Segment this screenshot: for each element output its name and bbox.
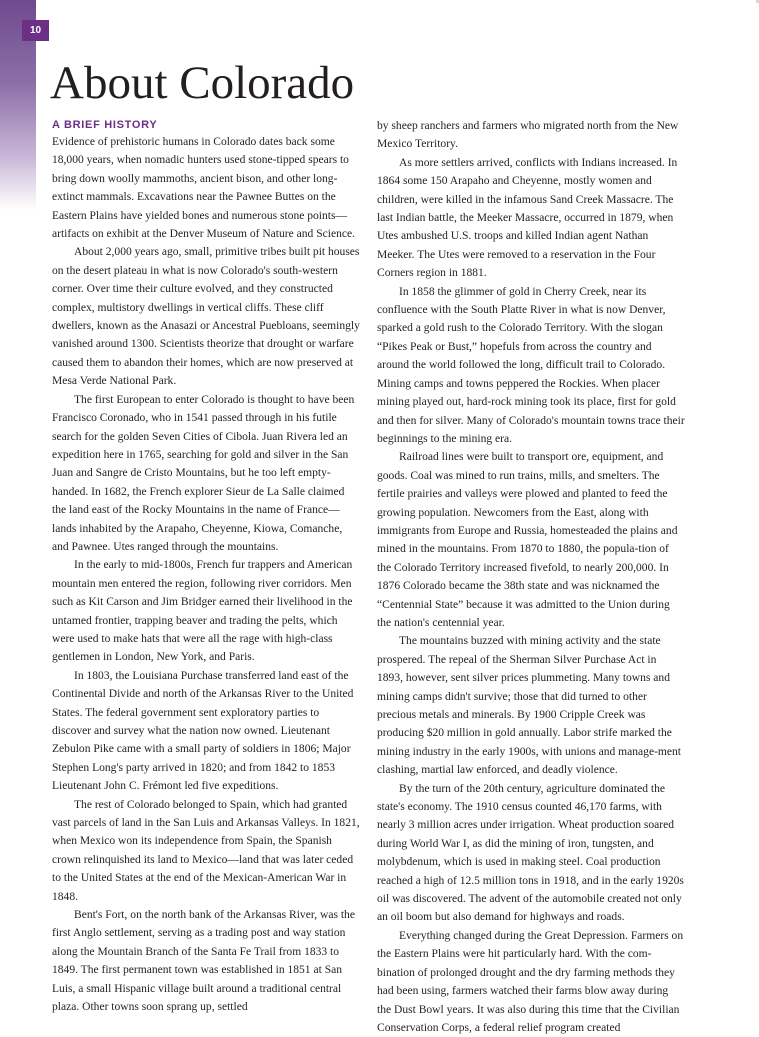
paragraph: About 2,000 years ago, small, primitive tribes built pit houses on the desert plateau in what is now Colorado's south-western corner. Over time their culture evolved, and they constructed complex, multistory dwellings in vertical cliffs. These cliff dwellers, known as the Anasazi or Ancestral Puebloans, seemingly vanished around 1300. Scientists theorize that drought or warfare caused them to abandon their homes, which are now preserved at Mesa Verde National Park. [52,246,360,388]
paragraph: In the early to mid-1800s, French fur trappers and American mountain men entered the region, following river corridors. Men such as Kit Carson and Jim Bridger earned their livelihood in the untamed frontier, trapping beaver and trading the pelts, which were used to make hats that were all the rage with high-class gentlemen in London, New York, and Paris. [52,559,353,664]
page-title: About Colorado [50,57,355,109]
paragraph: Railroad lines were built to transport ore, equipment, and goods. Coal was mined to run trains, mills, and smelters. The fertile prairies and valleys were plowed and planted to feed the growing population. Newcomers from the East, along with immigrants from Europe and Russia, homesteaded the plains and mined in the mountains. From 1870 to 1880, the popula-tion of the Colorado Territory increased fivefold, to nearly 200,000. In 1876 Colorado became the 38th state and was nicknamed the “Centennial State” because it was admitted to the Union during the nation's centennial year. [377,451,678,629]
paragraph-continued: by sheep ranchers and farmers who migrated north from the New Mexico Territory. [377,120,679,151]
left-column [52,117,360,1017]
section-heading: A BRIEF HISTORY [52,119,158,131]
page-number: 10 [22,20,49,41]
paragraph: In 1803, the Louisiana Purchase transferred land east of the Continental Divide and north of the Arkansas River to the United States. The federal government sent exploratory parties to discover and survey what the nation now owned. Lieutenant Zebulon Pike came with a small party of soldiers in 1806; Major Stephen Long's party arrived in 1820; and from 1842 to 1853 Lieutenant John C. Frémont led five expeditions. [52,669,354,793]
paragraph: By the turn of the 20th century, agriculture dominated the state's economy. The 1910 census counted 46,170 farms, with nearly 3 million acres under irrigation. Wheat production soared during World War I, as did the mining of iron, tungsten, and molybdenum, which is used in making steel. Coal production reached a high of 12.5 million tons in 1918, and in the early 1920s oil was discovered. The advent of the automobile created not only an oil boom but also demand for highways and roads. [377,782,684,924]
paragraph: Everything changed during the Great Depression. Farmers on the Eastern Plains were hit particularly hard. With the com-bination of prolonged drought and the dry farming methods they had been using, farmers watched their farms blow away during the Dust Bowl years. It was also during this time that the Civilian Conservation Corps, a federal relief program created [377,929,684,1034]
paragraph: As more settlers arrived, conflicts with Indians increased. In 1864 some 150 Arapaho and Cheyenne, mostly women and children, were killed in the infamous Sand Creek Massacre. The last Indian battle, the Meeker Massacre, occurred in 1879, when Utes ambushed U.S. troops and killed Indian agent Nathan Meeker. The Utes were removed to a reservation in the Four Corners region in 1881. [377,156,678,280]
paragraph: In 1858 the glimmer of gold in Cherry Creek, near its confluence with the South Platte River in what is now Denver, sparked a gold rush to the Colorado Territory. With the slogan “Pikes Peak or Bust,” hopefuls from across the country and around the world followed the long, difficult trail to Colorado. Mining camps and towns peppered the Rockies. When placer mining played out, hard-rock mining took its place, first for gold and then for silver. Many of Colorado's mountain towns trace their beginnings to the mining era. [377,285,685,445]
paragraph: Bent's Fort, on the north bank of the Arkansas River, was the first Anglo settlement, serving as a trading post and way station along the Mountain Branch of the Santa Fe Trail from 1833 to 1849. The first permanent town was established in 1851 at San Luis, a small Hispanic village built around a traditional central plaza. Other towns soon sprang up, settled [52,909,355,1014]
paragraph: Evidence of prehistoric humans in Colorado dates back some 18,000 years, when nomadic hunters used stone-tipped spears to bring down woolly mammoths, ancient bison, and other long-extinct mammals. Excavations near the Pawnee Buttes on the Eastern Plains have yielded bones and numerous stone points—artifacts on exhibit at the Denver Museum of Nature and Science. [52,136,355,241]
paragraph: The rest of Colorado belonged to Spain, which had granted vast parcels of land in the San Luis and Arkansas Valleys. In 1821, when Mexico won its independence from Spain, the Spanish crown relinquished its land to Mexico—land that was later ceded to the United States at the end of the Mexican-American War in 1848. [52,798,360,903]
right-column [377,117,685,1037]
paragraph: The mountains buzzed with mining activity and the state prospered. The repeal of the Sherman Silver Purchase Act in 1893, however, sent silver prices plummeting. Many towns and mining camps didn't survive; those that did turned to other precious metals and minerals. By 1900 Cripple Creek was producing $20 million in gold annually. Labor strife marked the mining industry in the early 1900s, with unions and manage-ment clashing, martial law enforced, and deadly violence. [377,635,682,777]
paragraph: The first European to enter Colorado is thought to have been Francisco Coronado, who in 1541 passed through in his futile search for the golden Seven Cities of Cibola. Juan Rivera led an expedition here in 1765, searching for gold and silver in the San Juan and Sangre de Cristo Mountains, but he too left empty-handed. In 1682, the French explorer Sieur de La Salle claimed the land east of the Rocky Mountains in the name of France—lands inhabited by the Arapaho, Cheyenne, Kiowa, Comanche, and Pawnee. Utes ranged through the mountains. [52,393,355,553]
